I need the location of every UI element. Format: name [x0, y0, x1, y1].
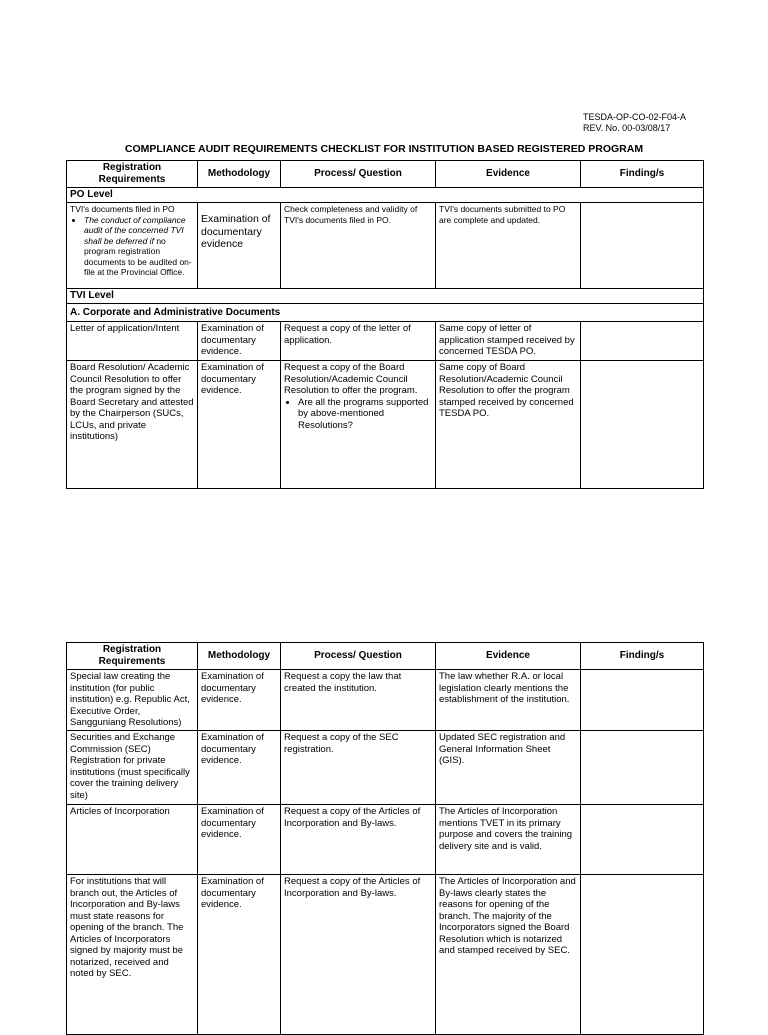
list-item: • Are all the programs supported by above-mentioned Resolutions? — [298, 397, 432, 432]
table-row — [67, 322, 704, 361]
table-header-row — [67, 643, 704, 670]
process-text: Request a copy of the Board Resolution/Academic Council Resolution to offer the program. — [284, 362, 418, 396]
requirement-cell: Securities and Exchange Commission (SEC) Registration for private institutions (must specifically cover the training delivery site) — [67, 731, 198, 805]
table-row — [67, 361, 704, 489]
methodology-cell: Examination of documentary evidence. — [198, 805, 281, 875]
requirement-cell: Articles of Incorporation — [67, 805, 198, 875]
document-code-block — [583, 112, 686, 134]
note-text: no program registration documents to be audited on-file at the Provincial Office. — [84, 235, 192, 277]
requirement-cell: Letter of application/Intent — [67, 322, 198, 361]
findings-cell[interactable] — [581, 875, 704, 1035]
requirement-cell: For institutions that will branch out, the Articles of Incorporation and By-laws must state reasons for opening of the branch. The Articles of Incorporators signed by majority must be notarized, received and noted by SEC. — [67, 875, 198, 1035]
process-cell: Request a copy of the Articles of Incorporation and By-laws. — [281, 805, 436, 875]
requirement-text: TVI's documents filed in PO — [70, 204, 175, 214]
evidence-cell: Same copy of letter of application stamped received by concerned TESDA PO. — [436, 322, 581, 361]
findings-cell[interactable] — [581, 731, 704, 805]
col-header-requirements: Registration Requirements — [67, 161, 198, 188]
methodology-cell: Examination of documentary evidence. — [198, 875, 281, 1035]
evidence-cell: The Articles of Incorporation mentions TVET in its primary purpose and covers the training delivery site and is valid. — [436, 805, 581, 875]
process-cell: Request a copy of the Articles of Incorporation and By-laws. — [281, 875, 436, 1035]
col-header-evidence: Evidence — [436, 643, 581, 670]
section-label-po-level: PO Level — [67, 188, 704, 203]
col-header-requirements: Registration Requirements — [67, 643, 198, 670]
table-row — [67, 805, 704, 875]
evidence-cell: TVI's documents submitted to PO are complete and updated. — [436, 203, 581, 289]
section-label-tvi-level: TVI Level — [67, 289, 704, 304]
evidence-cell: The Articles of Incorporation and By-laws clearly states the reasons for opening of the branch. The majority of the Incorporators signed the Board Resolution which is notarized and stamped received by SEC. — [436, 875, 581, 1035]
methodology-cell: Examination of documentary evidence. — [198, 322, 281, 361]
list-item — [84, 215, 194, 278]
table-row — [67, 670, 704, 731]
table-row — [67, 731, 704, 805]
process-cell: Request a copy the law that created the institution. — [281, 670, 436, 731]
methodology-cell: Examination of documentary evidence. — [198, 670, 281, 731]
section-row-corporate-docs — [67, 304, 704, 322]
findings-cell[interactable] — [581, 361, 704, 489]
table-row — [67, 203, 704, 289]
evidence-cell: The law whether R.A. or local legislation clearly mentions the establishment of the institution. — [436, 670, 581, 731]
document-code: TESDA-OP-CO-02-F04-A — [583, 112, 687, 122]
note-italic: The conduct of compliance audit of the concerned TVI shall be deferred if — [84, 214, 186, 246]
process-cell: Check completeness and validity of TVI's documents filed in PO. — [281, 203, 436, 289]
col-header-evidence: Evidence — [436, 161, 581, 188]
requirement-note-list — [70, 215, 194, 278]
findings-cell[interactable] — [581, 322, 704, 361]
section-row-po-level — [67, 188, 704, 203]
findings-cell[interactable] — [581, 805, 704, 875]
findings-cell[interactable] — [581, 203, 704, 289]
revision-number: REV. No. 00-03/08/17 — [583, 123, 671, 133]
process-question-list — [284, 397, 432, 432]
methodology-cell: Examination of documentary evidence. — [198, 361, 281, 489]
page-title: COMPLIANCE AUDIT REQUIREMENTS CHECKLIST FOR INSTITUTION BASED REGISTERED PROGRAM — [124, 143, 644, 155]
requirement-cell: Board Resolution/ Academic Council Resolution to offer the program signed by the Board Secretary and attested by the Chairperson (SUCs, LCUs, and private institutions) — [67, 361, 198, 489]
evidence-cell: Same copy of Board Resolution/Academic Council Resolution to offer the program stamped received by concerned TESDA PO. — [436, 361, 581, 489]
table-header-row — [67, 161, 704, 188]
evidence-cell: Updated SEC registration and General Information Sheet (GIS). — [436, 731, 581, 805]
methodology-cell: Examination of documentary evidence. — [198, 731, 281, 805]
requirement-cell — [67, 203, 198, 289]
process-cell: Request a copy of the SEC registration. — [281, 731, 436, 805]
checklist-table-page1 — [66, 160, 704, 489]
col-header-findings: Finding/s — [581, 643, 704, 670]
section-label-corporate-docs: A. Corporate and Administrative Documents — [67, 304, 704, 322]
section-row-tvi-level — [67, 289, 704, 304]
col-header-findings: Finding/s — [581, 161, 704, 188]
col-header-methodology: Methodology — [198, 161, 281, 188]
col-header-process: Process/ Question — [281, 643, 436, 670]
findings-cell[interactable] — [581, 670, 704, 731]
process-cell — [281, 361, 436, 489]
col-header-methodology: Methodology — [198, 643, 281, 670]
requirement-cell: Special law creating the institution (for public institution) e.g. Republic Act, Executive Order, Sangguniang Resolutions) — [67, 670, 198, 731]
methodology-cell: Examination of documentary evidence — [198, 203, 281, 289]
table-row — [67, 875, 704, 1035]
checklist-table-page2 — [66, 642, 704, 1035]
process-cell: Request a copy of the letter of application. — [281, 322, 436, 361]
col-header-process: Process/ Question — [281, 161, 436, 188]
